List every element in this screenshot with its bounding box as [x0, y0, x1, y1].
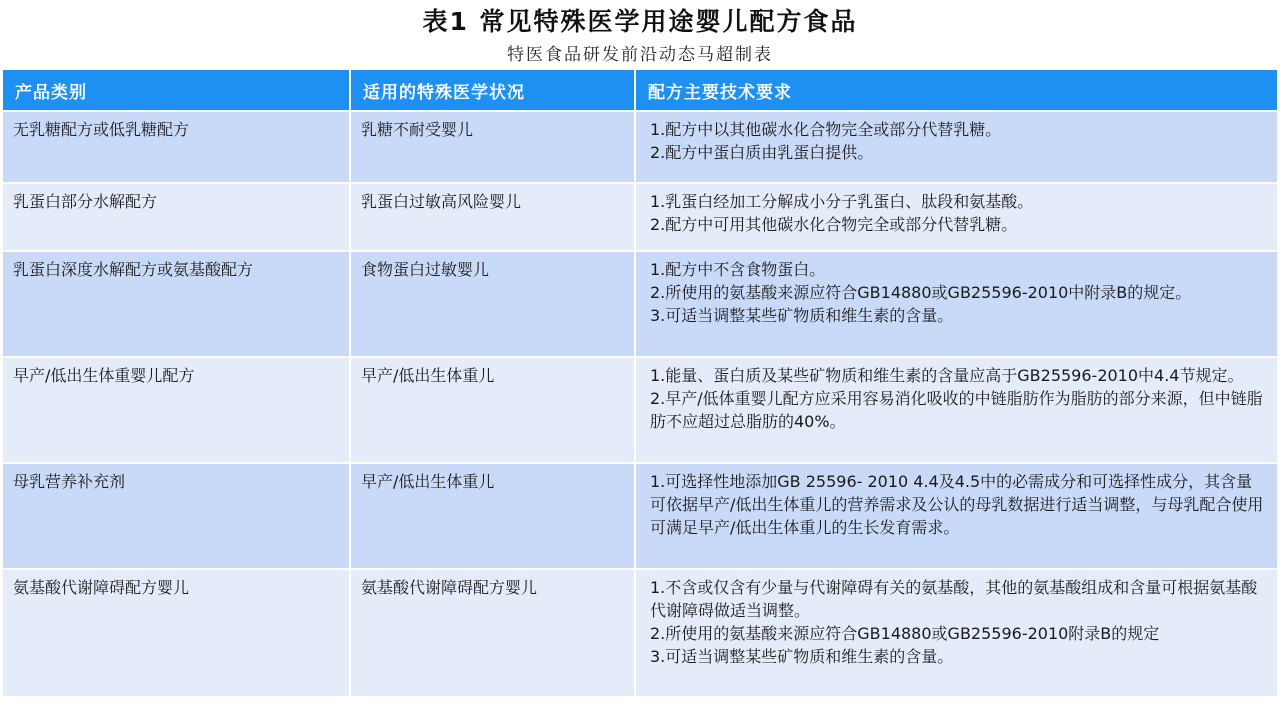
requirement-line: 1.配方中不含食物蛋白。: [650, 260, 826, 279]
cell-condition: 乳糖不耐受婴儿: [351, 112, 636, 184]
cell-requirements: [636, 252, 1277, 358]
table-row: [3, 184, 1277, 252]
cell-condition: 早产/低出生体重儿: [351, 464, 636, 570]
requirement-line: 1.乳蛋白经加工分解成小分子乳蛋白、肽段和氨基酸。: [650, 192, 1034, 211]
table-row: [3, 570, 1277, 698]
table-row: [3, 464, 1277, 570]
cell-category: 乳蛋白深度水解配方或氨基酸配方: [3, 252, 351, 358]
cell-requirements: [636, 184, 1277, 252]
requirement-line: 2.配方中蛋白质由乳蛋白提供。: [650, 143, 874, 162]
cell-condition: 早产/低出生体重儿: [351, 358, 636, 464]
cell-category: 氨基酸代谢障碍配方婴儿: [3, 570, 351, 698]
requirement-line: 1.能量、蛋白质及某些矿物质和维生素的含量应高于GB25596-2010中4.4节规定。: [650, 366, 1244, 385]
requirement-line: 1.不含或仅含有少量与代谢障碍有关的氨基酸，其他的氨基酸组成和含量可根据氨基酸代谢障碍做适当调整。: [650, 578, 1258, 620]
requirement-line: 2.早产/低体重婴儿配方应采用容易消化吸收的中链脂肪作为脂肪的部分来源，但中链脂肪不应超过总脂肪的40%。: [650, 389, 1263, 431]
header-row: [3, 70, 1277, 112]
cell-category: 无乳糖配方或低乳糖配方: [3, 112, 351, 184]
cell-condition: 乳蛋白过敏高风险婴儿: [351, 184, 636, 252]
table-row: [3, 358, 1277, 464]
cell-category: 早产/低出生体重婴儿配方: [3, 358, 351, 464]
cell-category: 母乳营养补充剂: [3, 464, 351, 570]
table-row: [3, 252, 1277, 358]
table-body: [3, 112, 1277, 698]
header-category: 产品类别: [3, 70, 351, 112]
cell-requirements: [636, 570, 1277, 698]
requirement-line: 3.可适当调整某些矿物质和维生素的含量。: [650, 306, 954, 325]
requirement-line: 3.可适当调整某些矿物质和维生素的含量。: [650, 647, 954, 666]
requirement-line: 2.所使用的氨基酸来源应符合GB14880或GB25596-2010中附录B的规定。: [650, 283, 1192, 302]
cell-requirements: [636, 112, 1277, 184]
header-requirements: 配方主要技术要求: [636, 70, 1277, 112]
formula-table: [3, 70, 1277, 698]
cell-condition: 食物蛋白过敏婴儿: [351, 252, 636, 358]
header-condition: 适用的特殊医学状况: [351, 70, 636, 112]
requirement-line: 2.所使用的氨基酸来源应符合GB14880或GB25596-2010附录B的规定: [650, 624, 1160, 643]
cell-category: 乳蛋白部分水解配方: [3, 184, 351, 252]
cell-requirements: [636, 464, 1277, 570]
cell-requirements: [636, 358, 1277, 464]
requirement-line: 1.可选择性地添加GB 25596- 2010 4.4及4.5中的必需成分和可选择性成分，其含量可依据早产/低出生体重儿的营养需求及公认的母乳数据进行适当调整，与母乳配合使用可满足早产/低出生体重儿的生长发育需求。: [650, 472, 1264, 537]
table-subtitle: 特医食品研发前沿动态马超制表: [507, 45, 773, 65]
cell-condition: 氨基酸代谢障碍配方婴儿: [351, 570, 636, 698]
requirement-line: 1.配方中以其他碳水化合物完全或部分代替乳糖。: [650, 120, 1002, 139]
table-row: [3, 112, 1277, 184]
table-title: 表1 常见特殊医学用途婴儿配方食品: [422, 7, 858, 36]
requirement-line: 2.配方中可用其他碳水化合物完全或部分代替乳糖。: [650, 215, 1018, 234]
